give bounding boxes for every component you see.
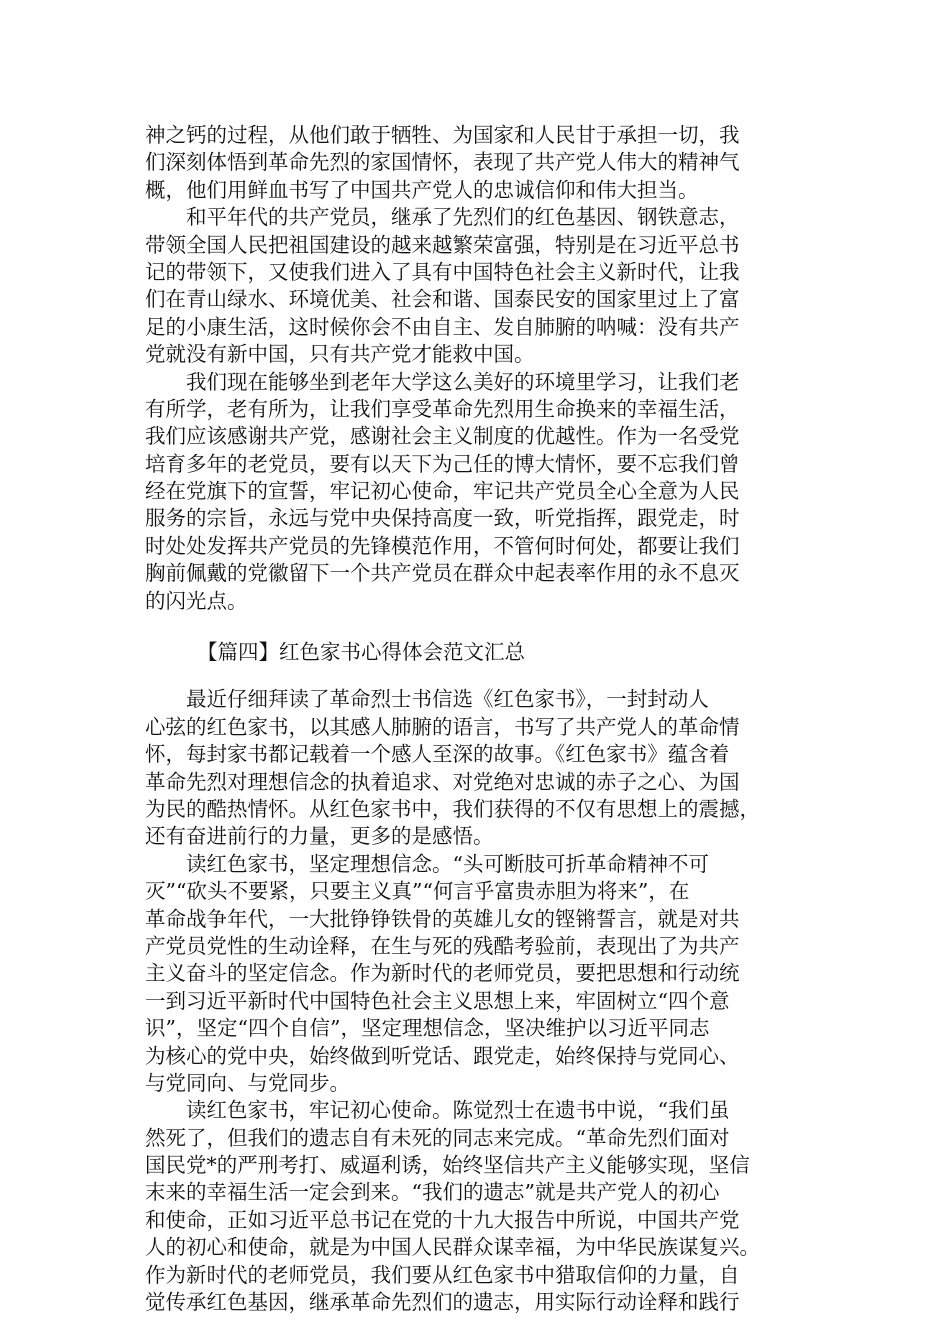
text-line: 党就没有新中国，只有共产党才能救中国。 <box>145 342 535 367</box>
text-line: 带领全国人民把祖国建设的越来越繁荣富强，特别是在习近平总书 <box>145 232 740 257</box>
text-line: 我们应该感谢共产党，感谢社会主义制度的优越性。作为一名受党 <box>145 424 740 449</box>
text-line: 培育多年的老党员，要有以天下为己任的博大情怀，要不忘我们曾 <box>145 451 740 476</box>
text-line: 时处处发挥共产党员的先锋模范作用，不管何时何处，都要让我们 <box>145 533 740 558</box>
text-line: 足的小康生活，这时候你会不由自主、发自肺腑的呐喊：没有共产 <box>145 314 740 339</box>
text-line: 作为新时代的老师党员，我们要从红色家书中猎取信仰的力量，自 <box>145 1262 740 1287</box>
text-line: 灭”“砍头不要紧，只要主义真”“何言乎富贵赤胆为将来”，在 <box>145 879 690 904</box>
section-heading: 【篇四】红色家书心得体会范文汇总 <box>197 640 525 665</box>
text-line: 心弦的红色家书，以其感人肺腑的语言，书写了共产党人的革命情 <box>145 714 740 739</box>
text-line: 的闪光点。 <box>145 588 248 613</box>
text-line: 与党同向、与党同步。 <box>145 1070 350 1095</box>
text-line: 一到习近平新时代中国特色社会主义思想上来，牢固树立“四个意 <box>145 988 730 1013</box>
text-line: 记的带领下，又使我们进入了具有中国特色社会主义新时代，让我 <box>145 259 740 284</box>
paragraph-block-1 <box>145 122 825 615</box>
document-page <box>145 122 825 1316</box>
text-line: 革命战争年代，一大批铮铮铁骨的英雄儿女的铿锵誓言，就是对共 <box>145 906 740 931</box>
text-line: 们深刻体悟到革命先烈的家国情怀，表现了共产党人伟大的精神气 <box>145 150 740 175</box>
text-line: 概，他们用鲜血书写了中国共产党人的忠诚信仰和伟大担当。 <box>145 177 699 202</box>
text-line: 有所学，老有所为，让我们享受革命先烈用生命换来的幸福生活， <box>145 396 740 421</box>
text-line: 经在党旗下的宣誓，牢记初心使命，牢记共产党员全心全意为人民 <box>145 479 740 504</box>
text-line: 为核心的党中央，始终做到听党话、跟党走，始终保持与党同心、 <box>145 1043 740 1068</box>
text-line: 和使命，正如习近平总书记在党的十九大报告中所说，中国共产党 <box>145 1207 740 1232</box>
text-line: 服务的宗旨，永远与党中央保持高度一致，听党指挥，跟党走，时 <box>145 506 740 531</box>
text-line: 觉传承红色基因，继承革命先烈们的遗志，用实际行动诠释和践行 <box>145 1290 740 1315</box>
spacer <box>145 615 825 639</box>
text-line: 读红色家书，牢记初心使命。陈觉烈士在遗书中说，“我们虽 <box>145 1098 730 1123</box>
text-line: 革命先烈对理想信念的执着追求、对党绝对忠诚的赤子之心、为国 <box>145 769 740 794</box>
text-line: 为民的酷热情怀。从红色家书中，我们获得的不仅有思想上的震撼， <box>145 796 760 821</box>
text-line: 还有奋进前行的力量，更多的是感悟。 <box>145 824 494 849</box>
spacer <box>145 666 825 686</box>
text-line: 国民党*的严刑考打、威逼利诱，始终坚信共产主义能够实现，坚信 <box>145 1153 750 1178</box>
text-line: 怀，每封家书都记载着一个感人至深的故事。《红色家书》蕴含着 <box>145 742 730 767</box>
text-line: 最近仔细拜读了革命烈士书信选《红色家书》，一封封动人 <box>145 687 709 712</box>
text-line: 读红色家书，坚定理想信念。“头可断肢可折革命精神不可 <box>145 851 709 876</box>
text-line: 和平年代的共产党员，继承了先烈们的红色基因、钢铁意志， <box>145 205 740 230</box>
text-line: 人的初心和使命，就是为中国人民群众谋幸福，为中华民族谋复兴。 <box>145 1235 760 1260</box>
text-line: 神之钙的过程，从他们敢于牺牲、为国家和人民甘于承担一切，我 <box>145 123 740 147</box>
text-line: 识”，坚定“四个自信”，坚定理想信念，坚决维护以习近平同志 <box>145 1016 710 1041</box>
text-line: 主义奋斗的坚定信念。作为新时代的老师党员，要把思想和行动统 <box>145 961 740 986</box>
text-line: 产党员党性的生动诠释，在生与死的残酷考验前，表现出了为共产 <box>145 933 740 958</box>
paragraph-block-2 <box>145 686 825 1316</box>
text-line: 们在青山绿水、环境优美、社会和谐、国泰民安的国家里过上了富 <box>145 287 740 312</box>
text-line: 我们现在能够坐到老年大学这么美好的环境里学习，让我们老 <box>145 369 740 394</box>
text-line: 然死了，但我们的遗志自有未死的同志来完成。“革命先烈们面对 <box>145 1125 730 1150</box>
text-line: 胸前佩戴的党徽留下一个共产党员在群众中起表率作用的永不息灭 <box>145 561 740 586</box>
text-line: 末来的幸福生活一定会到来。“我们的遗志”就是共产党人的初心 <box>145 1180 720 1205</box>
